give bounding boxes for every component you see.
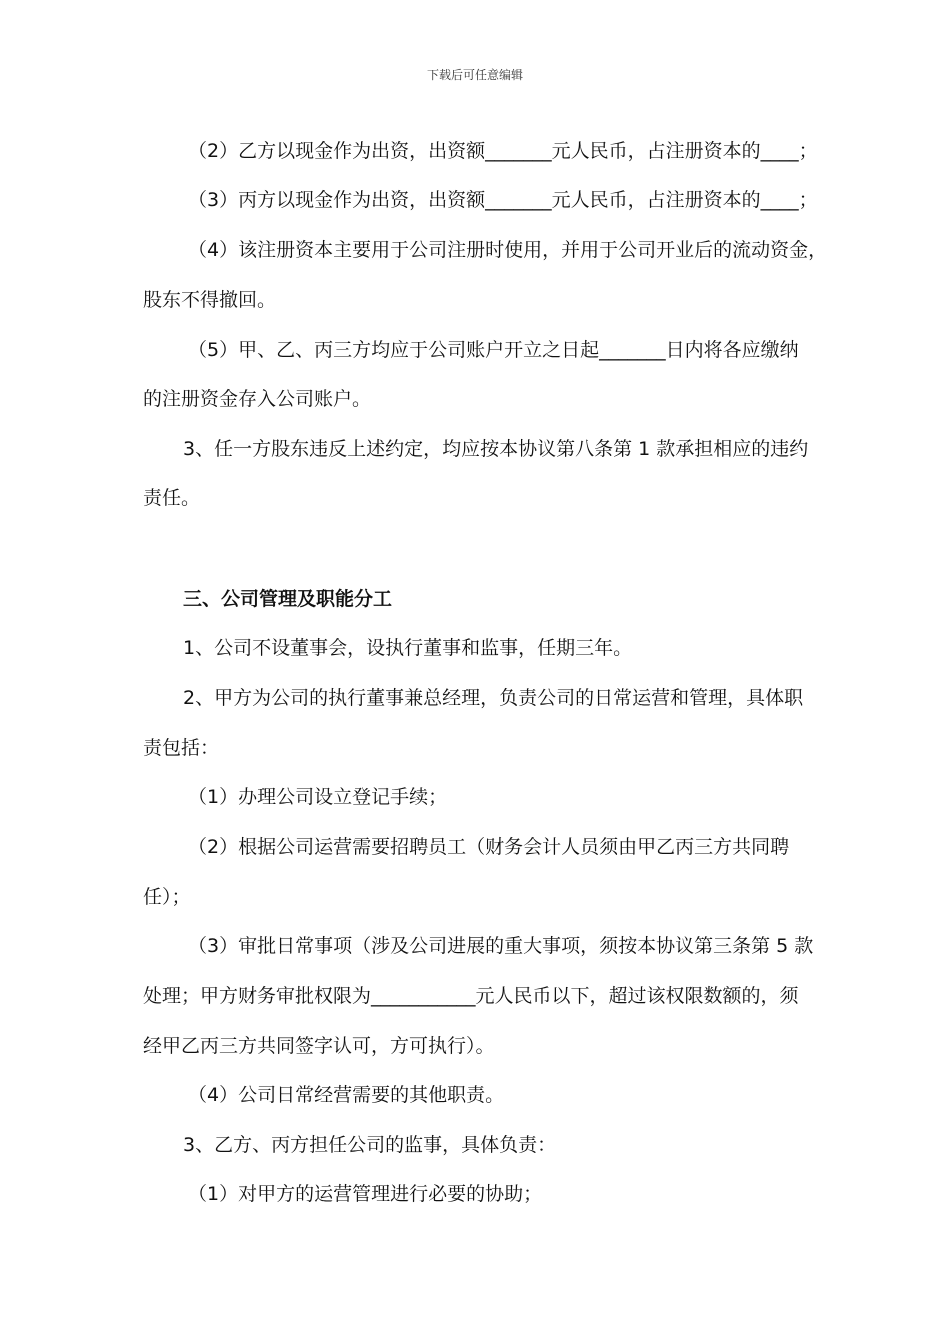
paragraph-line: （3）丙方以现金作为出资，出资额_______元人民币，占注册资本的____； — [188, 189, 818, 211]
paragraph-line: （4）该注册资本主要用于公司注册时使用，并用于公司开业后的流动资金， — [188, 239, 828, 261]
paragraph-line: 责包括： — [143, 737, 220, 759]
page-header: 下载后可任意编辑 — [426, 68, 523, 82]
paragraph-line: 处理；甲方财务审批权限为___________元人民币以下，超过该权限数额的，须 — [143, 985, 799, 1007]
paragraph-line: 2、甲方为公司的执行董事兼总经理，负责公司的日常运营和管理，具体职 — [183, 687, 804, 709]
paragraph-line: 3、乙方、丙方担任公司的监事，具体负责： — [183, 1134, 557, 1156]
paragraph-line: （1）办理公司设立登记手续； — [188, 786, 448, 808]
paragraph-line: 的注册资金存入公司账户。 — [143, 388, 372, 410]
paragraph-line: （3）审批日常事项（涉及公司进展的重大事项，须按本协议第三条第 5 款 — [188, 935, 814, 957]
paragraph-line: 股东不得撤回。 — [143, 289, 277, 311]
paragraph-line: （2）乙方以现金作为出资，出资额_______元人民币，占注册资本的____； — [188, 140, 818, 162]
paragraph-line: 3、任一方股东违反上述约定，均应按本协议第八条第 1 款承担相应的违约 — [183, 438, 809, 460]
paragraph-line: （5）甲、乙、丙三方均应于公司账户开立之日起_______日内将各应缴纳 — [188, 339, 799, 361]
section-heading: 三、公司管理及职能分工 — [183, 588, 393, 610]
paragraph-line: （2）根据公司运营需要招聘员工（财务会计人员须由甲乙丙三方共同聘 — [188, 836, 790, 858]
paragraph-line: 责任。 — [143, 487, 201, 509]
paragraph-line: 经甲乙丙三方共同签字认可，方可执行）。 — [143, 1035, 495, 1057]
paragraph-line: （1）对甲方的运营管理进行必要的协助； — [188, 1183, 543, 1205]
paragraph-line: 任）； — [143, 886, 191, 908]
paragraph-line: 1、公司不设董事会，设执行董事和监事，任期三年。 — [183, 637, 633, 659]
paragraph-line: （4）公司日常经营需要的其他职责。 — [188, 1084, 505, 1106]
